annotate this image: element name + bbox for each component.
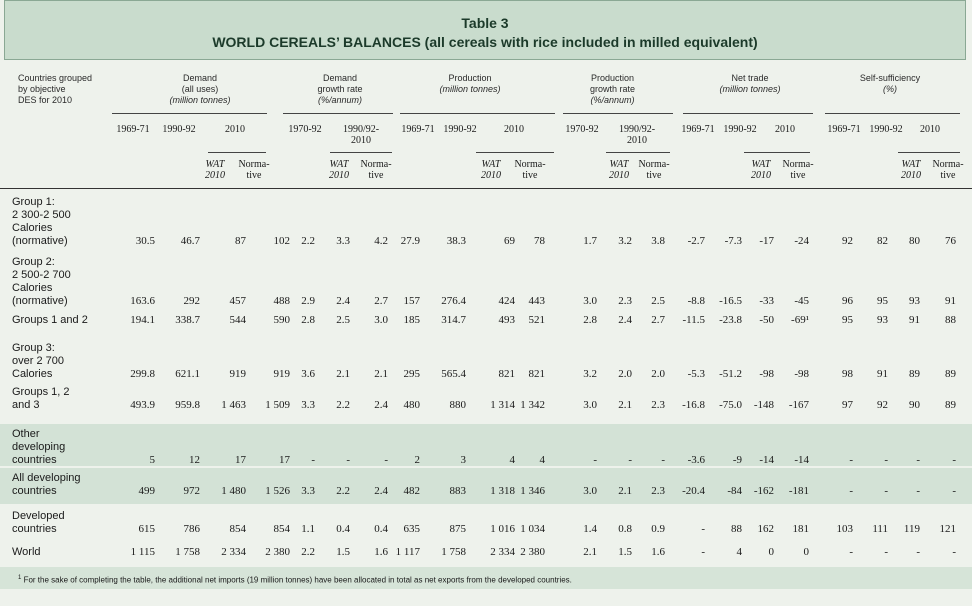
table-cell: 80 <box>909 235 920 247</box>
wat-label: WAT 2010 <box>609 159 629 181</box>
table-cell: - <box>311 454 315 466</box>
table-cell: 1.1 <box>301 523 315 535</box>
table-cell: 98 <box>842 368 853 380</box>
table-cell: -181 <box>788 485 809 497</box>
normative-label: Norma- tive <box>238 159 270 181</box>
table-cell: 96 <box>842 295 853 307</box>
year-label: 2010 <box>775 124 795 135</box>
header-bottom-rule <box>0 188 972 189</box>
table-cell: 3.8 <box>651 235 665 247</box>
table-row <box>0 382 972 422</box>
table-cell: 292 <box>183 295 200 307</box>
table-cell: 480 <box>403 399 420 411</box>
year-label: 1990-92 <box>869 124 903 135</box>
header-production: Production (million tonnes) <box>439 73 501 94</box>
table-cell: 0 <box>768 546 774 558</box>
table-cell: -24 <box>794 235 809 247</box>
wat-label: WAT 2010 <box>205 159 225 181</box>
year-label: 1990/92- 2010 <box>618 124 656 146</box>
table-cell: 854 <box>229 523 246 535</box>
table-cell: 88 <box>731 523 742 535</box>
table-cell: -75.0 <box>719 399 742 411</box>
table-cell: 2.3 <box>651 485 665 497</box>
table-cell: 78 <box>534 235 545 247</box>
table-cell: 3.2 <box>583 368 597 380</box>
table-cell: 338.7 <box>175 314 200 326</box>
table-cell: -3.6 <box>687 454 705 466</box>
row-label: World <box>12 546 41 558</box>
table-cell: 0.9 <box>651 523 665 535</box>
normative-label: Norma- tive <box>638 159 670 181</box>
table-cell: 2 380 <box>265 546 290 558</box>
table-cell: 163.6 <box>130 295 155 307</box>
table-cell: 92 <box>842 235 853 247</box>
table-cell: 919 <box>229 368 246 380</box>
table-cell: 457 <box>229 295 246 307</box>
table-cell: - <box>593 454 597 466</box>
table-cell: 30.5 <box>135 235 155 247</box>
table-cell: 0.4 <box>374 523 388 535</box>
table-cell: 1 509 <box>265 399 290 411</box>
year-label: 2010 <box>225 124 245 135</box>
table-cell: 299.8 <box>130 368 155 380</box>
table-cell: 1.7 <box>583 235 597 247</box>
table-cell: 424 <box>498 295 515 307</box>
table-cell: 880 <box>449 399 466 411</box>
table-cell: 883 <box>449 485 466 497</box>
table-row <box>0 424 972 466</box>
table-cell: 2.4 <box>374 399 388 411</box>
table-cell: 3.0 <box>374 314 388 326</box>
table-row <box>0 310 972 336</box>
table-cell: 1 314 <box>490 399 515 411</box>
table-cell: - <box>952 454 956 466</box>
wat-label: WAT 2010 <box>481 159 501 181</box>
year-label: 1970-92 <box>288 124 322 135</box>
table-cell: - <box>849 485 853 497</box>
table-cell: 0 <box>803 546 809 558</box>
table-cell: - <box>916 546 920 558</box>
wat-label: WAT 2010 <box>751 159 771 181</box>
rule-demand <box>112 113 267 114</box>
table-cell: 295 <box>403 368 420 380</box>
table-cell: 959.8 <box>175 399 200 411</box>
row-label: All developing countries <box>12 472 81 497</box>
table-cell: 4 <box>539 454 545 466</box>
table-cell: 1 016 <box>490 523 515 535</box>
table-cell: 0.4 <box>336 523 350 535</box>
table-cell: 2.7 <box>651 314 665 326</box>
table-cell: 1 526 <box>265 485 290 497</box>
table-cell: 69 <box>504 235 515 247</box>
table-cell: 615 <box>138 523 155 535</box>
table-cell: 2.4 <box>618 314 632 326</box>
table-cell: 2.9 <box>301 295 315 307</box>
table-cell: -16.8 <box>682 399 705 411</box>
table-cell: 95 <box>877 295 888 307</box>
table-cell: 2 334 <box>490 546 515 558</box>
table-cell: 493.9 <box>130 399 155 411</box>
table-cell: -167 <box>788 399 809 411</box>
table-cell: -50 <box>759 314 774 326</box>
rule-2010 <box>606 152 670 153</box>
table-cell: 181 <box>792 523 809 535</box>
wat-label: WAT 2010 <box>329 159 349 181</box>
table-cell: 92 <box>877 399 888 411</box>
header-demand-growth: Demand growth rate (%/annum) <box>317 73 363 105</box>
table-cell: 443 <box>528 295 545 307</box>
table-cell: 521 <box>528 314 545 326</box>
table-row <box>0 542 972 566</box>
row-label: Developed countries <box>12 510 65 535</box>
table-cell: 2.2 <box>301 546 315 558</box>
table-cell: 2.1 <box>618 399 632 411</box>
table-cell: 2.0 <box>618 368 632 380</box>
table-cell: 3.2 <box>618 235 632 247</box>
header-net-trade: Net trade (million tonnes) <box>719 73 781 94</box>
table-cell: 2 380 <box>520 546 545 558</box>
table-cell: 93 <box>909 295 920 307</box>
year-label: 1969-71 <box>401 124 435 135</box>
table-cell: - <box>884 454 888 466</box>
table-row <box>0 252 972 308</box>
year-label: 1969-71 <box>827 124 861 135</box>
table-cell: 1.5 <box>618 546 632 558</box>
table-cell: - <box>884 546 888 558</box>
table-cell: 4 <box>509 454 515 466</box>
table-cell: 17 <box>235 454 246 466</box>
table-cell: 4.2 <box>374 235 388 247</box>
table-cell: 1 758 <box>175 546 200 558</box>
table-cell: - <box>384 454 388 466</box>
table-cell: 875 <box>449 523 466 535</box>
table-cell: 3 <box>460 454 466 466</box>
table-cell: -2.7 <box>687 235 705 247</box>
rule-2010 <box>898 152 960 153</box>
row-label: Groups 1 and 2 <box>12 314 88 326</box>
table-cell: 2.5 <box>336 314 350 326</box>
table-cell: 5 <box>149 454 155 466</box>
table-cell: -51.2 <box>719 368 742 380</box>
rule-net-trade <box>683 113 813 114</box>
table-cell: 3.3 <box>336 235 350 247</box>
table-cell: 2.1 <box>336 368 350 380</box>
table-cell: -69¹ <box>791 314 809 326</box>
normative-label: Norma- tive <box>932 159 964 181</box>
table-cell: 3.3 <box>301 485 315 497</box>
table-cell: 2.2 <box>336 485 350 497</box>
table-cell: -9 <box>732 454 742 466</box>
table-cell: 821 <box>528 368 545 380</box>
table-cell: 3.6 <box>301 368 315 380</box>
rule-demand-growth <box>283 113 393 114</box>
table-row <box>0 192 972 250</box>
table-cell: 89 <box>909 368 920 380</box>
rule-2010 <box>744 152 810 153</box>
table-cell: 1 480 <box>221 485 246 497</box>
header-self-sufficiency: Self-sufficiency (%) <box>859 73 921 94</box>
table-cell: 3.0 <box>583 399 597 411</box>
footnote: $^1$ For the sake of completing the table, the additional net imports (19 million tonnes) have been allocated in total as net exports from the developed countries. <box>0 567 972 589</box>
table-cell: 2.0 <box>651 368 665 380</box>
year-label: 1990-92 <box>723 124 757 135</box>
header-demand: Demand (all uses) (million tonnes) <box>169 73 231 105</box>
table-cell: 2.5 <box>651 295 665 307</box>
normative-label: Norma- tive <box>514 159 546 181</box>
table-cell: - <box>701 546 705 558</box>
table-cell: 89 <box>945 368 956 380</box>
year-label: 1970-92 <box>565 124 599 135</box>
table-cell: 1.6 <box>651 546 665 558</box>
year-label: 2010 <box>920 124 940 135</box>
table-cell: 38.3 <box>446 235 466 247</box>
table-cell: 2.1 <box>583 546 597 558</box>
wat-label: WAT 2010 <box>901 159 921 181</box>
table-cell: 91 <box>945 295 956 307</box>
row-label: Group 1: 2 300-2 500 Calories (normative) <box>12 196 71 247</box>
table-cell: 2.3 <box>618 295 632 307</box>
table-cell: 3.3 <box>301 399 315 411</box>
table-cell: 17 <box>279 454 290 466</box>
table-cell: - <box>849 546 853 558</box>
rule-2010 <box>330 152 392 153</box>
table-cell: 2.3 <box>651 399 665 411</box>
table-cell: 276.4 <box>441 295 466 307</box>
table-cell: 119 <box>903 523 920 535</box>
table-cell: 1 463 <box>221 399 246 411</box>
table-cell: 1.5 <box>336 546 350 558</box>
table-cell: - <box>701 523 705 535</box>
table-cell: - <box>884 485 888 497</box>
table-cell: - <box>916 454 920 466</box>
table-cell: 1 318 <box>490 485 515 497</box>
table-row <box>0 468 972 504</box>
table-cell: -33 <box>759 295 774 307</box>
table-cell: 91 <box>877 368 888 380</box>
table-cell: -11.5 <box>682 314 705 326</box>
row-label: Group 2: 2 500-2 700 Calories (normative) <box>12 256 71 307</box>
rule-2010 <box>208 152 266 153</box>
table-cell: 1.6 <box>374 546 388 558</box>
year-label: 1990-92 <box>162 124 196 135</box>
table-cell: - <box>952 485 956 497</box>
table-cell: 2 334 <box>221 546 246 558</box>
row-label: Other developing countries <box>12 428 66 466</box>
table-cell: -98 <box>759 368 774 380</box>
table-cell: 82 <box>877 235 888 247</box>
table-title: WORLD CEREALS’ BALANCES (all cereals with rice included in milled equivalent) <box>212 34 758 50</box>
table-cell: 2.1 <box>618 485 632 497</box>
header-production-growth: Production growth rate (%/annum) <box>589 73 636 105</box>
table-cell: 2.8 <box>583 314 597 326</box>
row-label: Group 3: over 2 700 Calories <box>12 342 64 380</box>
table-cell: - <box>952 546 956 558</box>
table-cell: -45 <box>794 295 809 307</box>
table-cell: 2.4 <box>336 295 350 307</box>
table-cell: -5.3 <box>687 368 705 380</box>
table-cell: - <box>849 454 853 466</box>
table-cell: - <box>628 454 632 466</box>
table-cell: -84 <box>727 485 742 497</box>
header-countries: Countries grouped by objective DES for 2010 <box>18 73 93 105</box>
table-cell: 1 342 <box>520 399 545 411</box>
table-cell: 3.0 <box>583 485 597 497</box>
table-cell: 786 <box>183 523 200 535</box>
table-cell: 1.4 <box>583 523 597 535</box>
rule-self-sufficiency <box>825 113 960 114</box>
row-label: Groups 1, 2 and 3 <box>12 386 70 411</box>
table-cell: -162 <box>753 485 774 497</box>
table-cell: 3.0 <box>583 295 597 307</box>
table-cell: 590 <box>273 314 290 326</box>
table-cell: 1 758 <box>441 546 466 558</box>
table-row <box>0 338 972 380</box>
table-cell: 854 <box>273 523 290 535</box>
table-cell: 488 <box>273 295 290 307</box>
table-cell: - <box>346 454 350 466</box>
table-cell: -14 <box>759 454 774 466</box>
rule-production-growth <box>563 113 673 114</box>
table-cell: 1 034 <box>520 523 545 535</box>
table-cell: 93 <box>877 314 888 326</box>
table-cell: 87 <box>235 235 246 247</box>
normative-label: Norma- tive <box>360 159 392 181</box>
normative-label: Norma- tive <box>782 159 814 181</box>
year-label: 1969-71 <box>681 124 715 135</box>
table-cell: 314.7 <box>441 314 466 326</box>
table-cell: 90 <box>909 399 920 411</box>
table-cell: -98 <box>794 368 809 380</box>
table-cell: -14 <box>794 454 809 466</box>
table-cell: 635 <box>403 523 420 535</box>
table-cell: 493 <box>498 314 515 326</box>
table-cell: 2.2 <box>301 235 315 247</box>
table-cell: 621.1 <box>175 368 200 380</box>
year-label: 1990-92 <box>443 124 477 135</box>
table-cell: -17 <box>759 235 774 247</box>
table-cell: 89 <box>945 399 956 411</box>
title-banner <box>4 0 966 60</box>
table-cell: 4 <box>736 546 742 558</box>
table-cell: -20.4 <box>682 485 705 497</box>
table-cell: 2.2 <box>336 399 350 411</box>
table-cell: 46.7 <box>180 235 200 247</box>
table-row <box>0 506 972 540</box>
table-cell: 482 <box>403 485 420 497</box>
table-cell: 91 <box>909 314 920 326</box>
year-label: 1990/92- 2010 <box>342 124 380 146</box>
table-cell: - <box>661 454 665 466</box>
table-cell: 2.4 <box>374 485 388 497</box>
table-cell: 919 <box>273 368 290 380</box>
table-cell: 27.9 <box>400 235 420 247</box>
year-label: 1969-71 <box>116 124 150 135</box>
table-cell: 121 <box>939 523 956 535</box>
table-cell: 103 <box>836 523 853 535</box>
table-cell: 157 <box>403 295 420 307</box>
table-cell: 2.8 <box>301 314 315 326</box>
table-cell: 0.8 <box>618 523 632 535</box>
table-cell: 1 117 <box>395 546 420 558</box>
table-cell: -7.3 <box>724 235 742 247</box>
table-cell: 1 346 <box>520 485 545 497</box>
table-cell: 544 <box>229 314 246 326</box>
table-cell: -148 <box>753 399 774 411</box>
table-cell: 12 <box>189 454 200 466</box>
table-cell: -8.8 <box>687 295 705 307</box>
table-cell: 2.1 <box>374 368 388 380</box>
table-cell: 185 <box>403 314 420 326</box>
table-cell: 95 <box>842 314 853 326</box>
table-cell: -16.5 <box>719 295 742 307</box>
table-cell: 76 <box>945 235 956 247</box>
table-cell: 88 <box>945 314 956 326</box>
rule-2010 <box>476 152 554 153</box>
table-cell: 111 <box>872 523 888 535</box>
table-cell: 194.1 <box>130 314 155 326</box>
table-cell: 972 <box>183 485 200 497</box>
table-cell: -23.8 <box>719 314 742 326</box>
table-cell: - <box>916 485 920 497</box>
rule-production <box>400 113 555 114</box>
table-cell: 2 <box>414 454 420 466</box>
year-label: 2010 <box>504 124 524 135</box>
table-cell: 1 115 <box>130 546 155 558</box>
table-cell: 821 <box>498 368 515 380</box>
table-number: Table 3 <box>461 15 509 31</box>
table-cell: 162 <box>757 523 774 535</box>
table-cell: 102 <box>273 235 290 247</box>
table-cell: 499 <box>138 485 155 497</box>
table-cell: 2.7 <box>374 295 388 307</box>
table-cell: 565.4 <box>441 368 466 380</box>
table-cell: 97 <box>842 399 853 411</box>
